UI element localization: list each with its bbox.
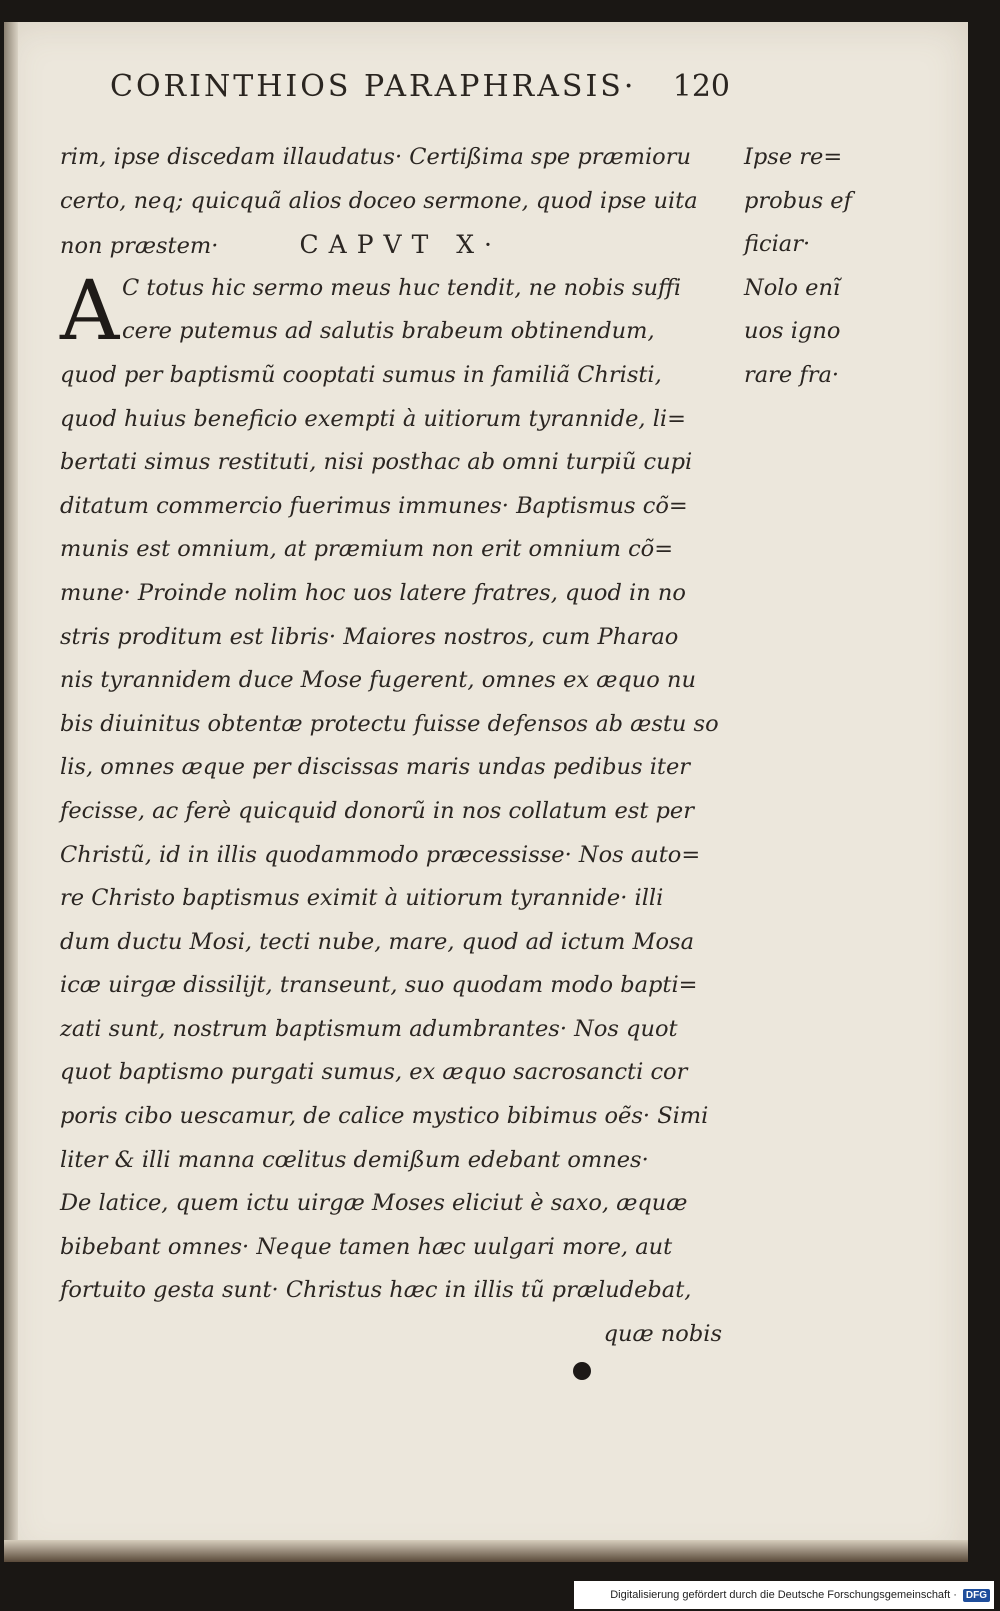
text-line: zati sunt, nostrum baptismum adumbrantes· Nos quot	[60, 1015, 678, 1042]
margin-note-line: rare fra·	[744, 361, 840, 388]
text-line: icæ uirgæ dissilijt, transeunt, suo quodam modo bapti=	[60, 972, 698, 999]
text-line: re Christo baptismus eximit à uitiorum tyrannide· illi	[60, 885, 664, 912]
running-title: CORINTHIOS PARAPHRASIS·	[110, 68, 637, 104]
text-line: poris cibo uescamur, de calice mystico bibimus oẽs· Simi	[60, 1103, 709, 1130]
margin-note-line: Ipse re=	[744, 144, 843, 170]
text-line: bibebant omnes· Neque tamen hæc uulgari more, aut	[60, 1233, 673, 1260]
text-line: quot baptismo purgati sumus, ex æquo sacrosancti cor	[60, 1059, 688, 1086]
text-line: non præstem·	[60, 233, 219, 260]
drop-initial: A	[60, 263, 120, 359]
page-gutter-shadow	[4, 22, 18, 1562]
page-bottom-edge	[4, 1540, 968, 1562]
text-line: ditatum commercio fuerimus immunes· Baptismus cõ=	[60, 492, 688, 519]
text-line: dum ductu Mosi, tecti nube, mare, quod ad ictum Mosa	[60, 928, 694, 955]
text-line: stris proditum est libris· Maiores nostros, cum Pharao	[60, 623, 679, 650]
page-header	[110, 58, 730, 114]
main-text-block	[60, 136, 722, 1357]
chapter-heading: CAPVT X·	[299, 230, 502, 260]
catchword: quæ nobis	[603, 1321, 722, 1348]
margin-notes	[744, 136, 884, 398]
margin-note-line: uos igno	[744, 318, 841, 345]
text-line: mune· Proinde nolim hoc uos latere fratres, quod in no	[60, 579, 686, 606]
digitization-footer	[574, 1581, 994, 1609]
text-line: nis tyrannidem duce Mose fugerent, omnes ex æquo nu	[60, 667, 696, 694]
text-line-content: cere putemus ad salutis brabeum obtinendum,	[122, 318, 655, 345]
text-line: liter & illi manna cœlitus demißum edebant omnes·	[60, 1146, 649, 1173]
text-line: quod per baptismũ cooptati sumus in familiã Christi,	[60, 361, 662, 388]
text-line: quod huius beneficio exempti à uitiorum tyrannide, li=	[60, 405, 686, 432]
text-line: bertati simus restituti, nisi posthac ab omni turpiũ cupi	[60, 449, 693, 476]
text-line	[60, 310, 722, 354]
text-line: fortuito gesta sunt· Christus hæc in illis tũ præludebat,	[60, 1277, 692, 1304]
text-line: bis diuinitus obtentæ protectu fuisse defensos ab æstu so	[60, 710, 719, 737]
text-line: Christũ, id in illis quodammodo præcessisse· Nos auto=	[60, 841, 701, 868]
text-line: fecisse, ac ferè quicquid donorũ in nos collatum est per	[60, 797, 694, 824]
margin-note-line: ficiar·	[744, 231, 811, 258]
text-line-content: C totus hic sermo meus huc tendit, ne nobis suffi	[122, 274, 682, 301]
text-line-with-heading	[60, 223, 722, 267]
text-line: munis est omnium, at præmium non erit omnium cõ=	[60, 536, 674, 563]
text-line: certo, neq; quicquã alios doceo sermone, quod ipse uita	[60, 187, 698, 214]
text-line: De latice, quem ictu uirgæ Moses eliciut è saxo, æquæ	[60, 1190, 688, 1217]
margin-note-line: probus ef	[744, 187, 852, 214]
ink-spot	[573, 1362, 591, 1380]
text-line: rim, ipse discedam illaudatus· Certißima spe præmioru	[60, 144, 691, 170]
folio-number: 120	[672, 68, 730, 104]
margin-note-line: Nolo enĩ	[744, 274, 841, 301]
footer-credit: Digitalisierung gefördert durch die Deutsche Forschungsgemeinschaft ·	[610, 1589, 957, 1601]
text-line: lis, omnes æque per discissas maris undas pedibus iter	[60, 754, 691, 781]
dfg-logo-icon: DFG	[963, 1589, 990, 1602]
